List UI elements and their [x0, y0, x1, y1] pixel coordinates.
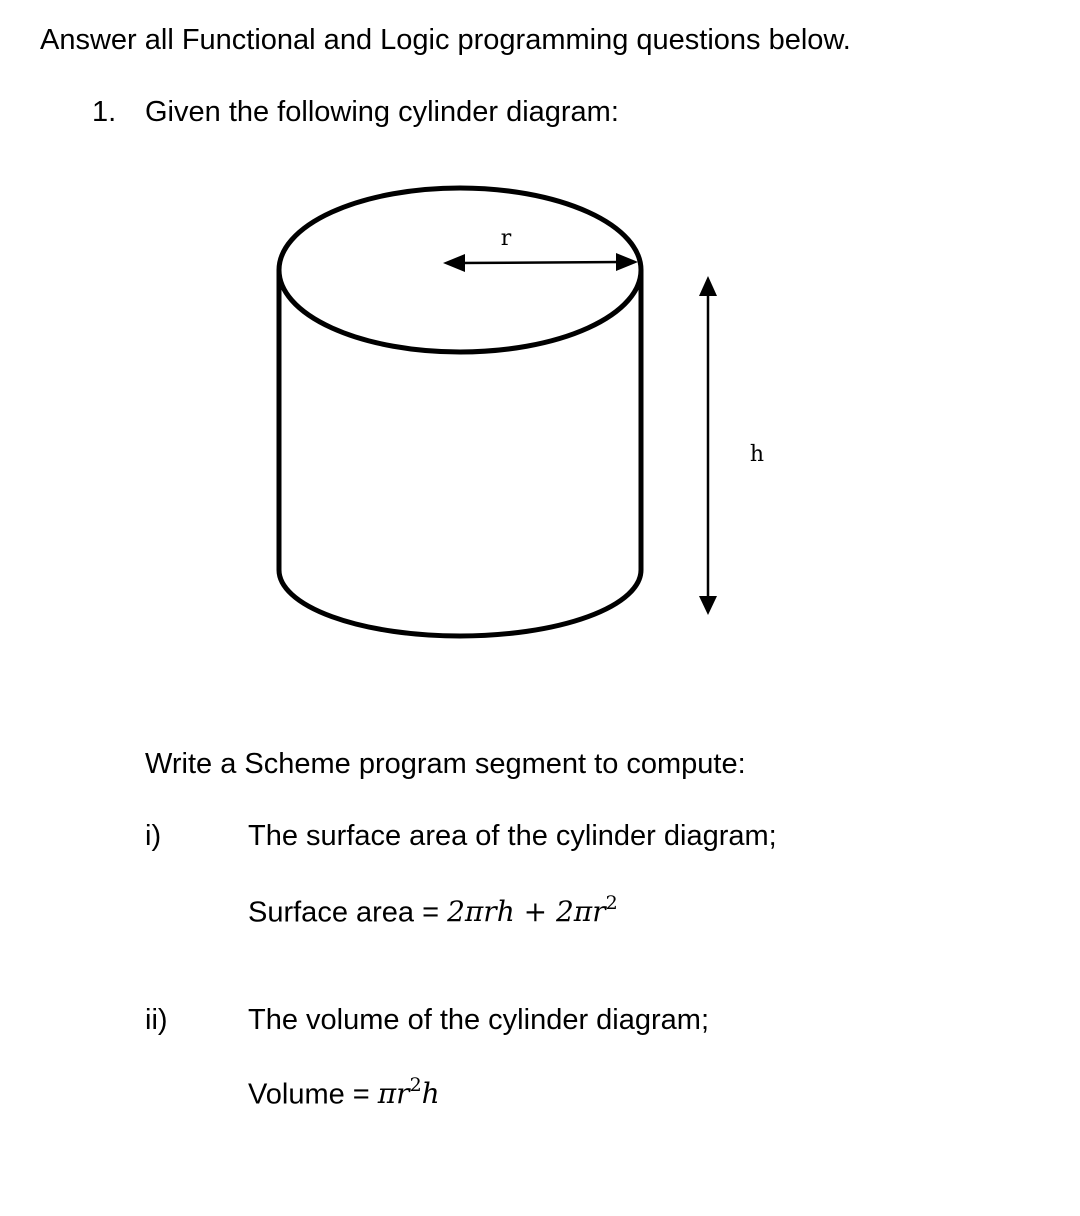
- surface-area-formula: [248, 892, 618, 929]
- part-i-text: The surface area of the cylinder diagram;: [248, 820, 777, 852]
- question-text: Given the following cylinder diagram:: [145, 96, 619, 128]
- volume-formula: [248, 1074, 440, 1111]
- volume-expression-pre: πr: [377, 1077, 410, 1111]
- height-arrowhead-top: [699, 276, 717, 296]
- part-ii-marker: ii): [145, 1004, 168, 1036]
- volume-exponent: 2: [409, 1074, 422, 1096]
- surface-area-expression-body: 2πrh + 2πr: [447, 895, 606, 929]
- instruction-text: Answer all Functional and Logic programming questions below.: [40, 24, 851, 56]
- question-number: 1.: [92, 96, 117, 128]
- cylinder-bottom-arc: [279, 570, 641, 636]
- task-text: Write a Scheme program segment to compute:: [145, 748, 746, 780]
- volume-expression: [377, 1074, 440, 1111]
- surface-area-expression: [447, 892, 618, 929]
- volume-expression-post: h: [421, 1077, 440, 1111]
- part-i-marker: i): [145, 820, 162, 852]
- surface-area-exponent: 2: [605, 892, 618, 914]
- cylinder-top-ellipse: [279, 188, 641, 352]
- volume-label: Volume =: [248, 1078, 378, 1111]
- height-label: h: [749, 442, 765, 467]
- radius-arrow-line: [458, 262, 623, 263]
- radius-label: r: [500, 226, 512, 251]
- height-arrowhead-bottom: [699, 596, 717, 615]
- surface-area-label: Surface area =: [248, 896, 448, 929]
- part-ii-text: The volume of the cylinder diagram;: [248, 1004, 709, 1036]
